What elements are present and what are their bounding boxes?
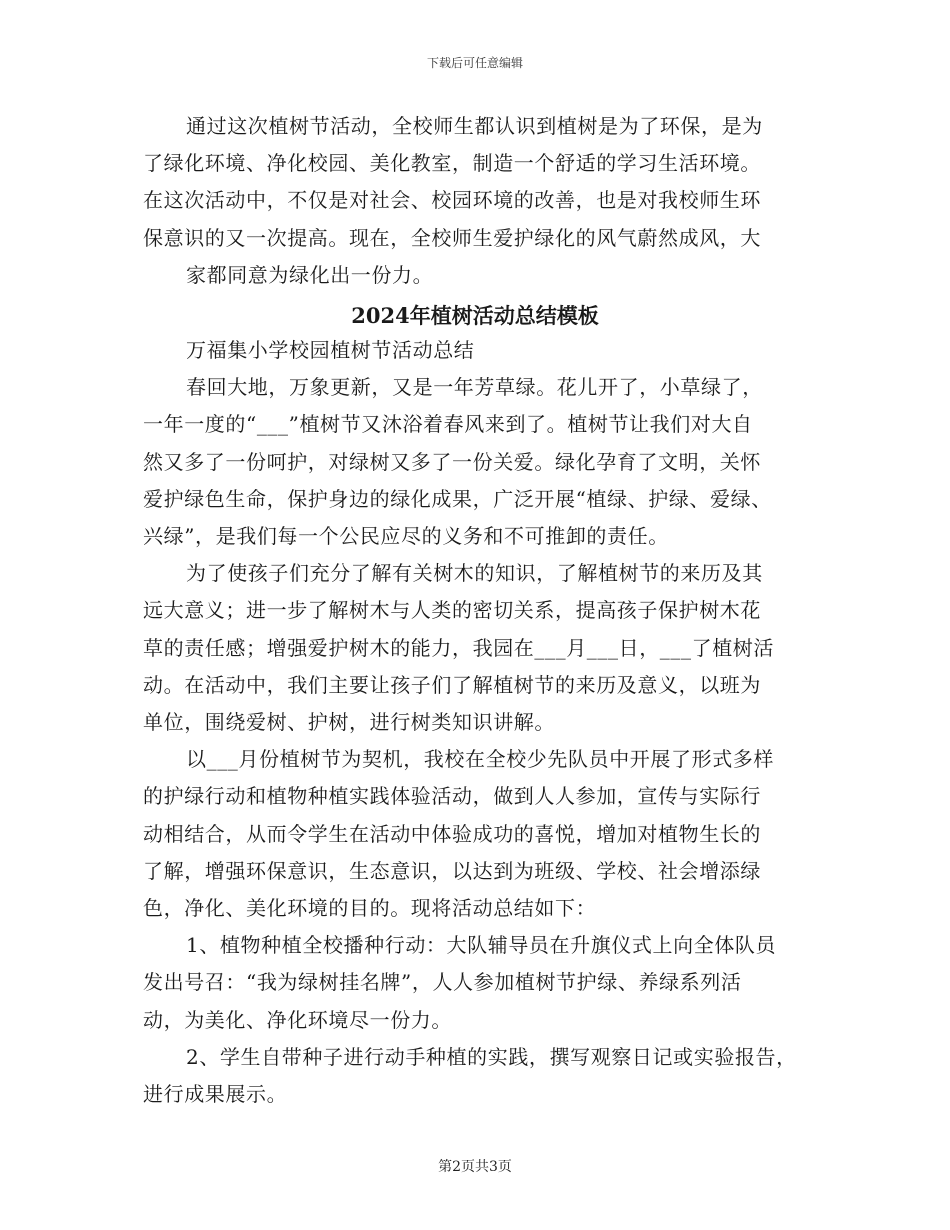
body-line: 草的责任感；增强爱护树木的能力，我园在___月___日，___了植树活 (143, 636, 774, 660)
body-line: 为了使孩子们充分了解有关树木的知识，了解植树节的来历及其 (186, 561, 763, 585)
body-line: 然又多了一份呵护，对绿树又多了一份关爱。绿化孕育了文明，关怀 (143, 450, 761, 474)
body-line: 动，为美化、净化环境尽一份力。 (143, 1008, 452, 1032)
document-subtitle: 万福集小学校园植树节活动总结 (186, 338, 475, 362)
body-line: 以___月份植树节为契机，我校在全校少先队员中开展了形式多样 (186, 747, 774, 771)
body-line: 兴绿”，是我们每一个公民应尽的义务和不可推卸的责任。 (143, 524, 669, 548)
body-line: 动相结合，从而令学生在活动中体验成功的喜悦，增加对植物生长的 (143, 822, 761, 846)
body-line: 色，净化、美化环境的目的。现将活动总结如下： (143, 896, 597, 920)
body-line: 一年一度的“___”植树节又沐浴着春风来到了。植树节让我们对大自 (143, 412, 753, 436)
page-number: 第2页共3页 (438, 1159, 512, 1175)
body-line: 了绿化环境、净化校园、美化教室，制造一个舒适的学习生活环境。 (143, 151, 761, 175)
body-line: 在这次活动中，不仅是对社会、校园环境的改善，也是对我校师生环 (143, 188, 761, 212)
body-line: 远大意义；进一步了解树木与人类的密切关系，提高孩子保护树木花 (143, 598, 761, 622)
body-line: 通过这次植树节活动，全校师生都认识到植树是为了环保，是为 (186, 114, 763, 138)
body-line: 发出号召：“我为绿树挂名牌”，人人参加植树节护绿、养绿系列活 (143, 970, 742, 994)
body-line: 家都同意为绿化出一份力。 (186, 263, 434, 287)
body-line: 动。在活动中，我们主要让孩子们了解植树节的来历及意义，以班为 (143, 673, 761, 697)
body-line: 爱护绿色生命，保护身边的绿化成果，广泛开展“植绿、护绿、爱绿、 (143, 487, 772, 511)
body-line: 单位，围绕爱树、护树，进行树类知识讲解。 (143, 710, 555, 734)
header-note: 下载后可任意编辑 (426, 56, 523, 70)
body-line: 1、植物种植全校播种行动：大队辅导员在升旗仪式上向全体队员 (186, 933, 777, 957)
body-line: 进行成果展示。 (143, 1082, 288, 1106)
body-line: 保意识的又一次提高。现在，全校师生爱护绿化的风气蔚然成风，大 (143, 226, 761, 250)
body-line: 了解，增强环保意识，生态意识，以达到为班级、学校、社会增添绿 (143, 859, 761, 883)
document-title: 2024年植树活动总结模板 (351, 303, 599, 328)
body-line: 春回大地，万象更新，又是一年芳草绿。花儿开了，小草绿了， (186, 375, 763, 399)
body-line: 的护绿行动和植物种植实践体验活动，做到人人参加，宣传与实际行 (143, 784, 761, 808)
body-line: 2、学生自带种子进行动手种植的实践，撰写观察日记或实验报告， (186, 1045, 797, 1069)
